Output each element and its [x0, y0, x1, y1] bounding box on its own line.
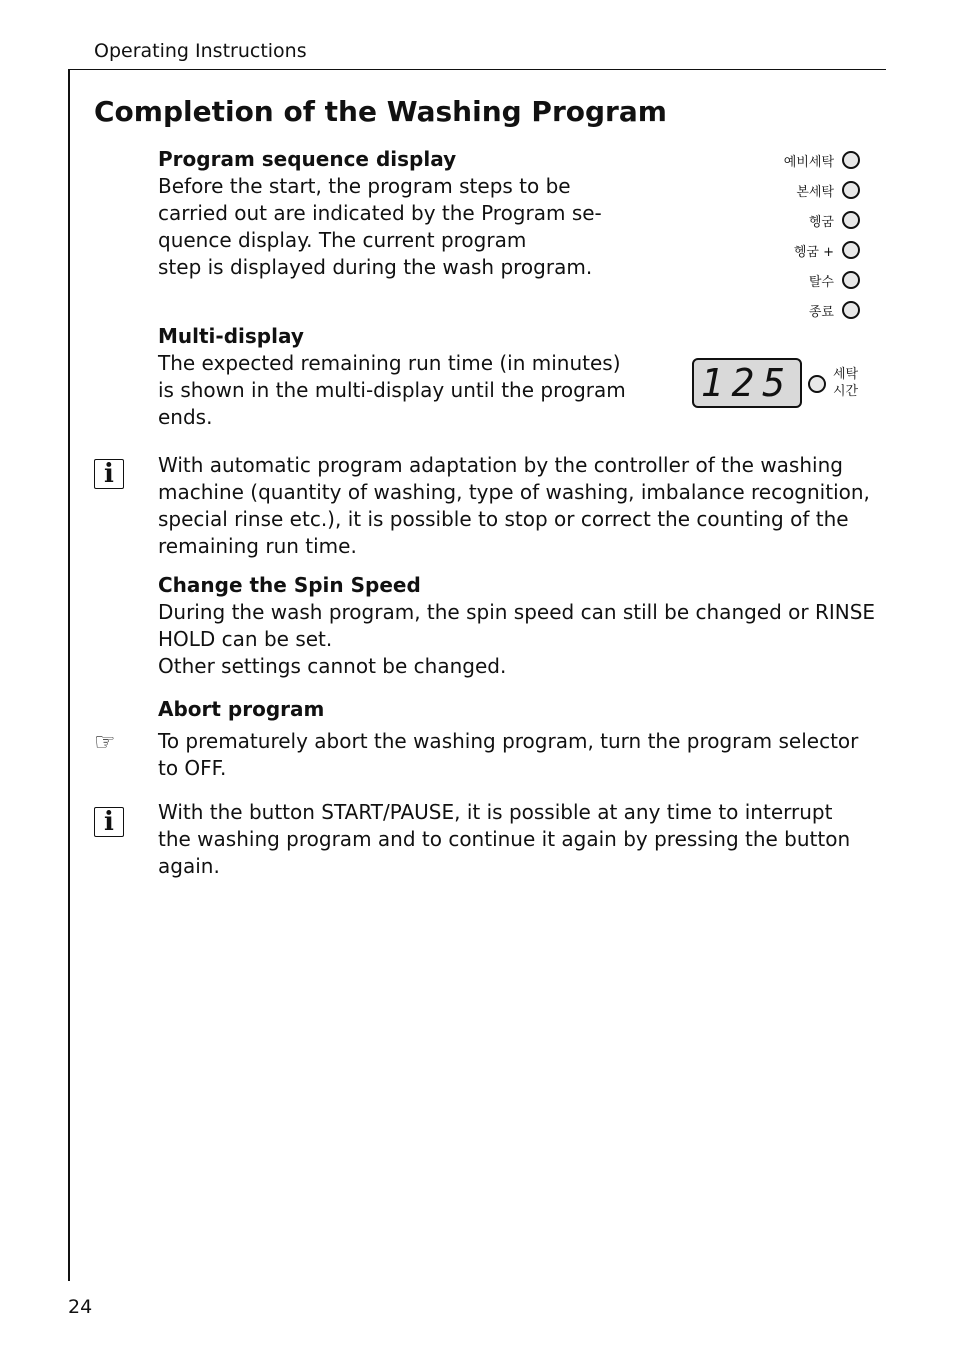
section-abort: [158, 728, 858, 782]
text-line: special rinse etc.), it is possible to stop or correct the counting of the: [158, 507, 849, 531]
page-number: 24: [68, 1296, 93, 1318]
section-multi-display: [158, 323, 626, 431]
text-line: is shown in the multi-display until the program: [158, 378, 626, 402]
sequence-led-icon: [842, 271, 860, 289]
multi-display-led-icon: [808, 375, 826, 393]
sequence-led-icon: [842, 181, 860, 199]
sequence-step: [794, 238, 860, 262]
info-icon: i: [94, 459, 124, 489]
top-rule: [68, 69, 886, 70]
text-line: machine (quantity of washing, type of washing, imbalance recognition,: [158, 480, 870, 504]
text-line: to OFF.: [158, 756, 227, 780]
sequence-step-label: 예비세탁: [783, 154, 834, 170]
multi-display-label-line: 시간: [833, 384, 859, 399]
section-spin-speed: [158, 572, 875, 680]
sequence-led-icon: [842, 301, 860, 319]
sequence-led-icon: [842, 211, 860, 229]
section-heading: Program sequence display: [158, 147, 457, 171]
info-note-2: [158, 799, 850, 880]
text-line: ends.: [158, 405, 213, 429]
text-line: the washing program and to continue it again by pressing the button: [158, 827, 851, 851]
sequence-step-label: 탈수: [808, 274, 834, 290]
pointing-hand-icon: ☞: [94, 728, 116, 756]
text-line: With the button START/PAUSE, it is possible at any time to interrupt: [158, 800, 833, 824]
sequence-step: [796, 178, 860, 202]
sequence-step-label: 헹굼 +: [793, 244, 834, 260]
text-line: Other settings cannot be changed.: [158, 654, 507, 678]
multi-display-label: [833, 366, 858, 400]
text-line: HOLD can be set.: [158, 627, 333, 651]
text-line: The expected remaining run time (in minutes): [158, 351, 621, 375]
section-abort-heading: [158, 696, 324, 723]
sequence-led-icon: [842, 241, 860, 259]
sequence-step-label: 종료: [808, 304, 834, 320]
page-title: Completion of the Washing Program: [94, 95, 667, 128]
running-header: Operating Instructions: [94, 40, 307, 62]
section-heading: Change the Spin Speed: [158, 573, 421, 597]
sequence-step-label: 본세탁: [796, 184, 834, 200]
text-line: quence display. The current program: [158, 228, 527, 252]
sequence-step-label: 헹굼: [808, 214, 834, 230]
section-heading: Multi-display: [158, 324, 304, 348]
text-line: carried out are indicated by the Program se-: [158, 201, 602, 225]
sequence-step: [784, 148, 860, 172]
text-line: step is displayed during the wash program.: [158, 255, 593, 279]
sequence-step: [809, 268, 860, 292]
left-margin-rule: [68, 69, 70, 1281]
info-icon: i: [94, 807, 124, 837]
multi-display-readout: 125: [692, 358, 802, 408]
text-line: Before the start, the program steps to be: [158, 174, 571, 198]
text-line: To prematurely abort the washing program, turn the program selector: [158, 729, 859, 753]
text-line: again.: [158, 854, 220, 878]
sequence-led-icon: [842, 151, 860, 169]
sequence-step: [809, 298, 860, 322]
sequence-step: [809, 208, 860, 232]
text-line: remaining run time.: [158, 534, 357, 558]
multi-display-label-line: 세탁: [833, 367, 859, 382]
text-line: During the wash program, the spin speed can still be changed or RINSE: [158, 600, 876, 624]
text-line: With automatic program adaptation by the controller of the washing: [158, 453, 843, 477]
info-note-1: [158, 452, 870, 560]
section-program-sequence: [158, 146, 602, 281]
section-heading: Abort program: [158, 697, 325, 721]
